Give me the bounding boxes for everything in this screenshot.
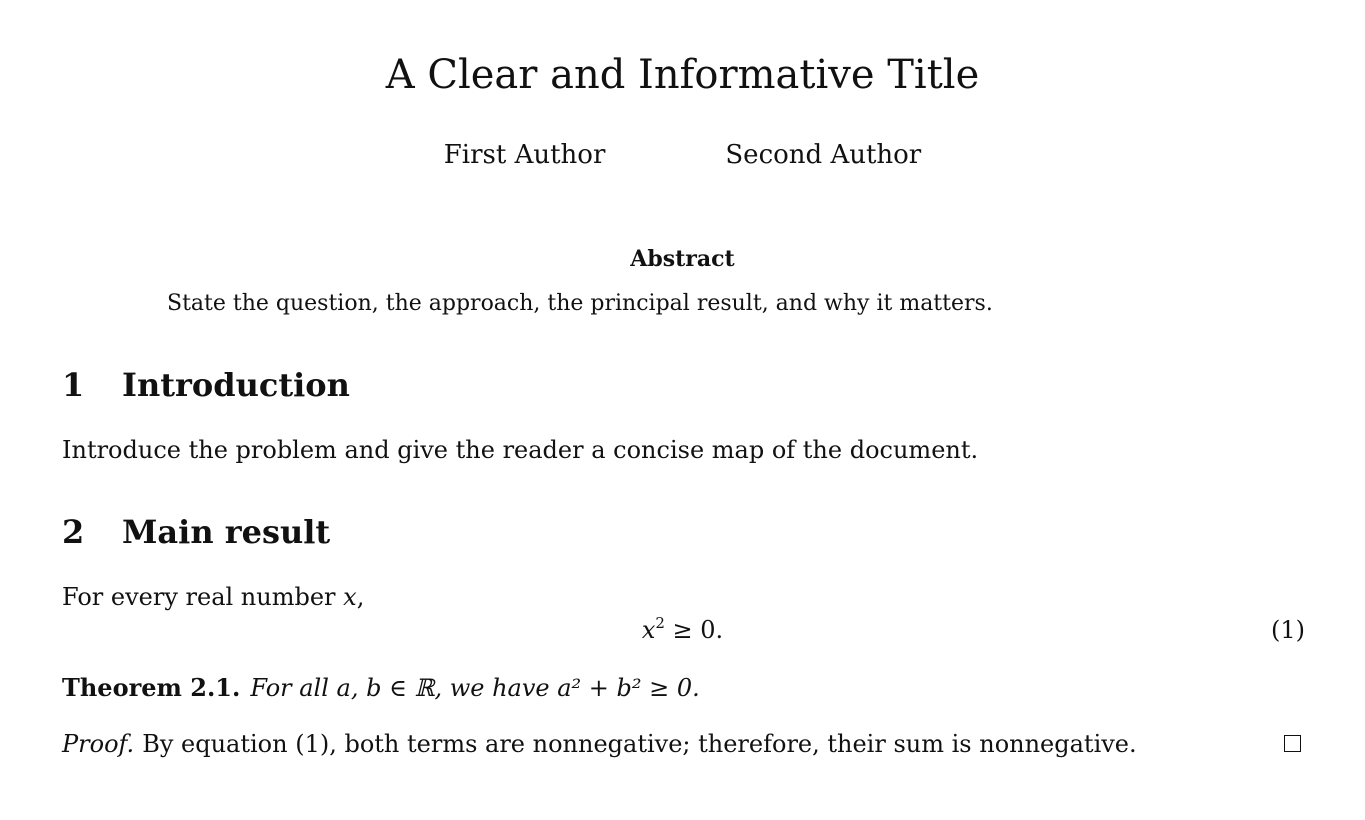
main-result-paragraph (62, 583, 364, 611)
proof-label: Proof. (62, 730, 135, 758)
theorem-block (62, 673, 700, 702)
paragraph-text: For every real number (62, 583, 344, 611)
display-equation (0, 616, 1365, 644)
author-first: First Author (443, 140, 606, 170)
section-title: Main result (122, 513, 331, 551)
section-heading-main-result (62, 513, 330, 551)
section-number: 1 (62, 366, 85, 404)
abstract-heading: Abstract (630, 246, 735, 272)
equation-exponent: 2 (655, 614, 665, 632)
author-list (0, 140, 1365, 170)
section-number: 2 (62, 513, 85, 551)
section-heading-introduction (62, 366, 350, 404)
theorem-label: Theorem 2.1. (62, 673, 241, 702)
paper-title: A Clear and Informative Title (385, 52, 980, 98)
section-title: Introduction (122, 366, 350, 404)
paragraph-text: , (356, 583, 365, 611)
math-variable: x (343, 583, 357, 611)
author-second: Second Author (725, 140, 922, 170)
qed-box-icon (1284, 735, 1301, 752)
equation-number: (1) (1271, 616, 1305, 644)
theorem-statement: For all a, b ∈ ℝ, we have a² + b² ≥ 0. (250, 674, 700, 702)
proof-block (62, 730, 1137, 758)
equation-base: x (641, 616, 656, 644)
abstract-text: State the question, the approach, the principal result, and why it matters. (167, 291, 993, 316)
equation-rest: ≥ 0. (664, 616, 724, 644)
proof-text: By equation (1), both terms are nonnegative; therefore, their sum is nonnegative. (142, 730, 1137, 758)
introduction-paragraph: Introduce the problem and give the reader a concise map of the document. (62, 436, 979, 464)
